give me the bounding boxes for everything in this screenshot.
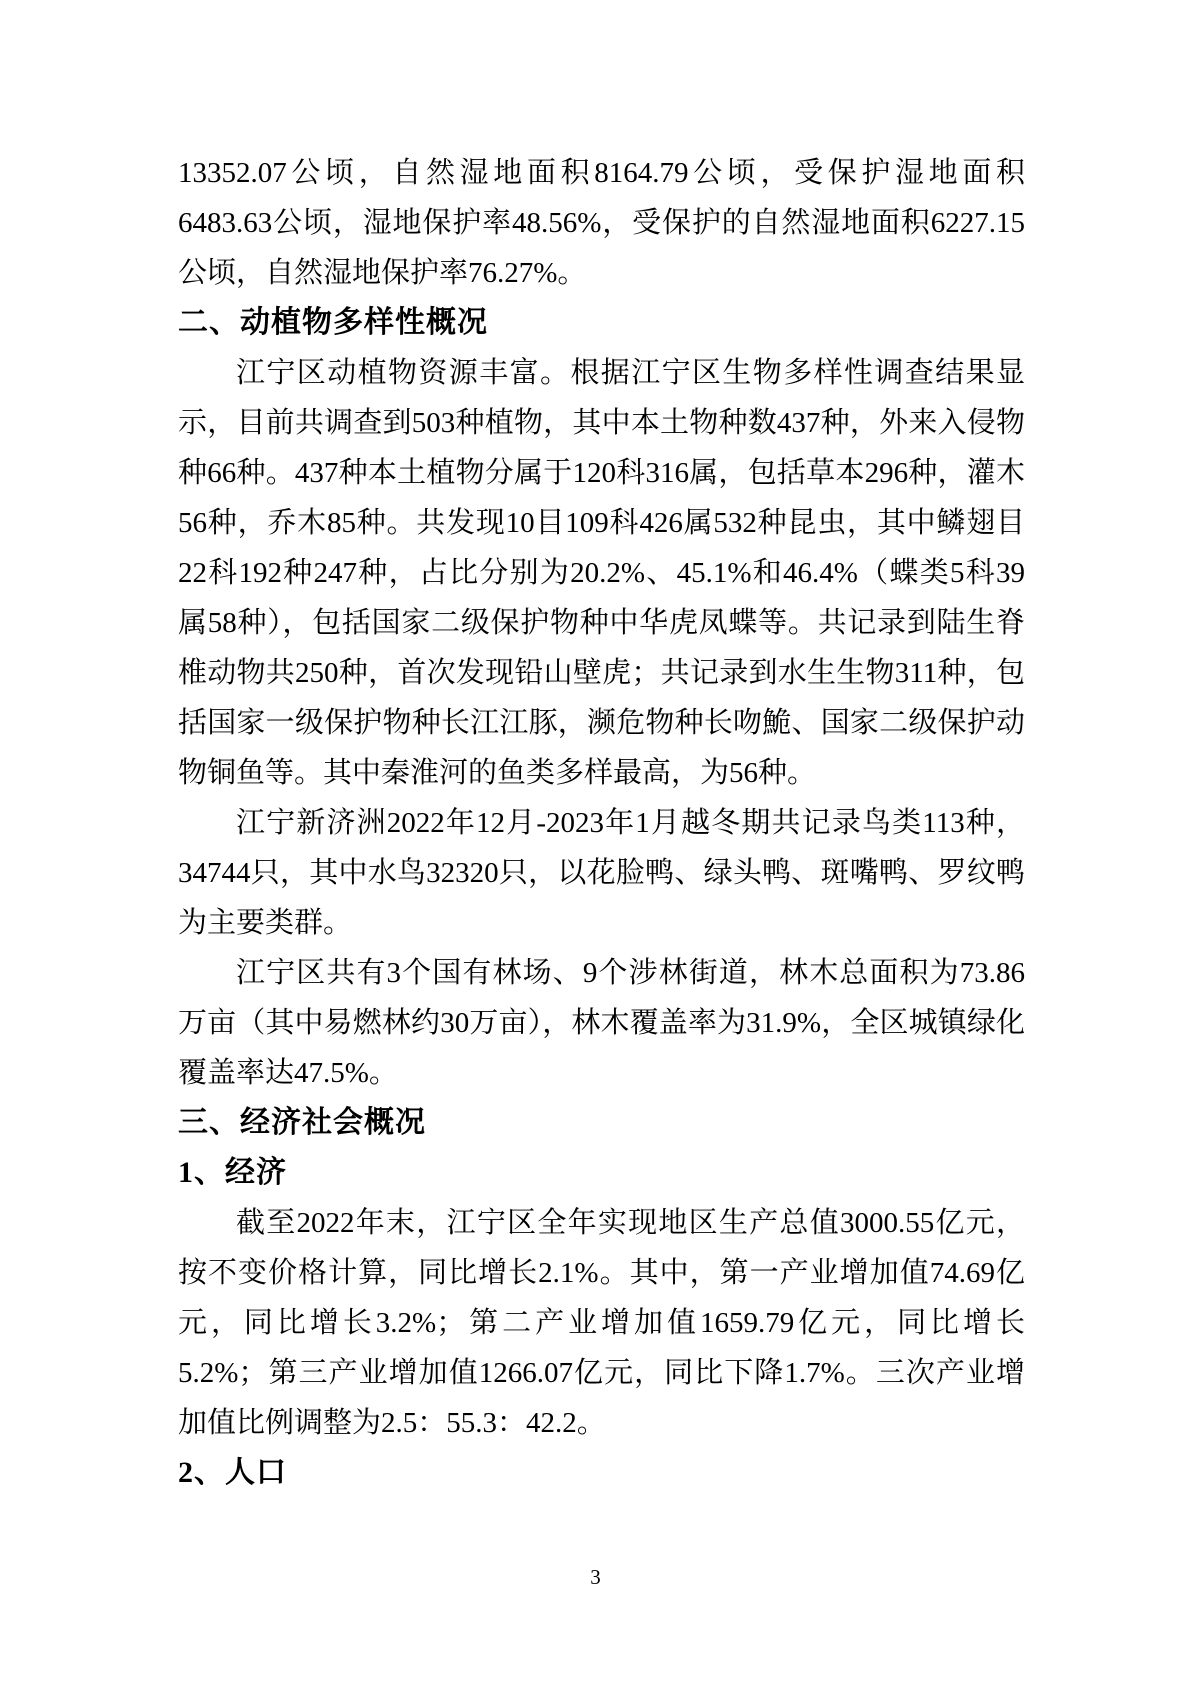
document-body [178, 148, 1025, 1498]
section-heading-flora-fauna-overview: 二、动植物多样性概况 [178, 306, 488, 339]
paragraph-wintering-birds: 江宁新济洲2022年12月-2023年1月越冬期共记录鸟类113种，34744只，其中水鸟32320只，以花脸鸭、绿头鸭、斑嘴鸭、罗纹鸭为主要类群。 [178, 807, 1025, 939]
page-number: 3 [590, 1565, 601, 1589]
paragraph-wetland-stats-continued: 13352.07公顷，自然湿地面积8164.79公顷，受保护湿地面积6483.63公顷，湿地保护率48.56%，受保护的自然湿地面积6227.15公顷，自然湿地保护率76.27%。 [178, 157, 1025, 289]
paragraph-forest-coverage: 江宁区共有3个国有林场、9个涉林街道，林木总面积为73.86万亩（其中易燃林约30万亩），林木覆盖率为31.9%，全区城镇绿化覆盖率达47.5%。 [178, 957, 1025, 1089]
section-heading-economy-society-overview: 三、经济社会概况 [178, 1106, 426, 1139]
subsection-heading-economy: 1、经济 [178, 1156, 287, 1189]
paragraph-economy-stats: 截至2022年末，江宁区全年实现地区生产总值3000.55亿元，按不变价格计算，同比增长2.1%。其中，第一产业增加值74.69亿元，同比增长3.2%；第二产业增加值1659.79亿元，同比增长5.2%；第三产业增加值1266.07亿元，同比下降1.7%。三次产业增加值比例调整为2.5：55.3：42.2。 [178, 1207, 1025, 1439]
paragraph-biodiversity-survey: 江宁区动植物资源丰富。根据江宁区生物多样性调查结果显示，目前共调查到503种植物，其中本土物种数437种，外来入侵物种66种。437种本土植物分属于120科316属，包括草本296种，灌木56种，乔木85种。共发现10目109科426属532种昆虫，其中鳞翅目22科192种247种，占比分别为20.2%、45.1%和46.4%（蝶类5科39属58种），包括国家二级保护物种中华虎凤蝶等。共记录到陆生脊椎动物共250种，首次发现铅山壁虎；共记录到水生生物311种，包括国家一级保护物种长江江豚，濒危物种长吻鮠、国家二级保护动物铜鱼等。其中秦淮河的鱼类多样最高，为56种。 [178, 357, 1025, 789]
subsection-heading-population: 2、人口 [178, 1456, 287, 1489]
